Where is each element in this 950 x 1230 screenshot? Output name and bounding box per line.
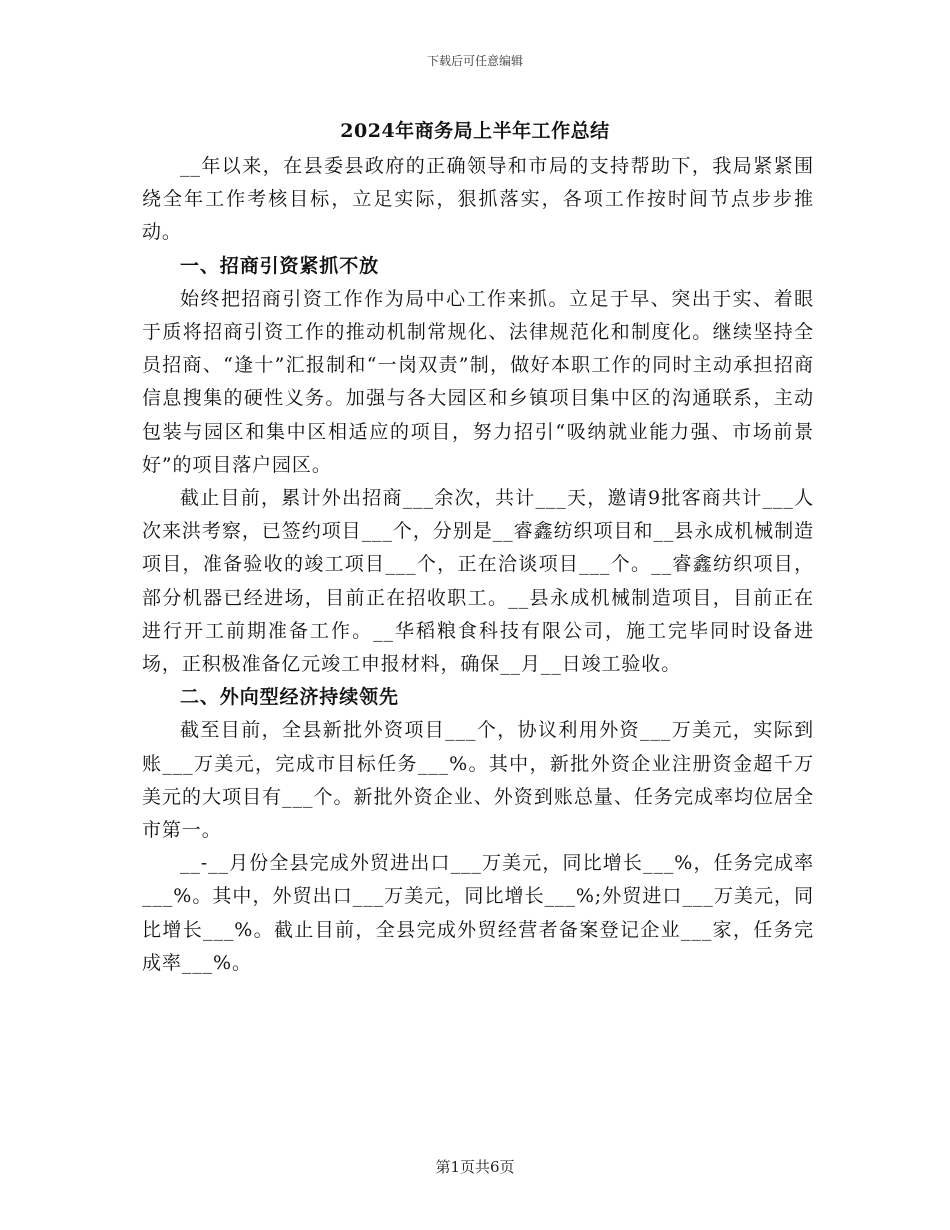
- page-footer: 第1页共6页: [435, 1158, 515, 1176]
- header-note: 下载后可任意编辑: [426, 54, 523, 68]
- document-body: [142, 150, 814, 980]
- section-heading-1: 一、招商引资紧抓不放: [180, 254, 380, 277]
- section2-paragraph-1: 截至目前，全县新批外资项目___个，协议利用外资___万美元，实际到账___万美元，完成市目标任务___%。其中，新批外资企业注册资金超千万美元的大项目有___个。新批外资企业、外资到账总量、任务完成率均位居全市第一。: [142, 719, 814, 842]
- section1-paragraph-1: 始终把招商引资工作作为局中心工作来抓。立足于早、突出于实、着眼于质将招商引资工作的推动机制常规化、法律规范化和制度化。继续坚持全员招商、“逢十”汇报制和“一岗双责”制，做好本职工作的同时主动承担招商信息搜集的硬性义务。加强与各大园区和乡镇项目集中区的沟通联系，主动包装与园区和集中区相适应的项目，努力招引“吸纳就业能力强、市场前景好”的项目落户园区。: [142, 287, 814, 476]
- section2-paragraph-2: __-__月份全县完成外贸进出口___万美元，同比增长___%，任务完成率___%。其中，外贸出口___万美元，同比增长___%;外贸进口___万美元，同比增长___%。截止目前，全县完成外贸经营者备案登记企业___家，任务完成率___%。: [142, 852, 814, 974]
- document-title: 2024年商务局上半年工作总结: [340, 120, 610, 142]
- intro-paragraph: __年以来，在县委县政府的正确领导和市局的支持帮助下，我局紧紧围绕全年工作考核目标，立足实际，狠抓落实，各项工作按时间节点步步推动。: [142, 155, 814, 244]
- section-heading-2: 二、外向型经济持续领先: [180, 686, 399, 709]
- section1-paragraph-2: 截止目前，累计外出招商___余次，共计___天，邀请9批客商共计___人次来洪考察，已签约项目___个，分别是__睿鑫纺织项目和__县永成机械制造项目，准备验收的竣工项目___个，正在洽谈项目___个。__睿鑫纺织项目，部分机器已经进场，目前正在招收职工。__县永成机械制造项目，目前正在进行开工前期准备工作。__华稻粮食科技有限公司，施工完毕同时设备进场，正积极准备亿元竣工申报材料，确保__月__日竣工验收。: [142, 487, 814, 676]
